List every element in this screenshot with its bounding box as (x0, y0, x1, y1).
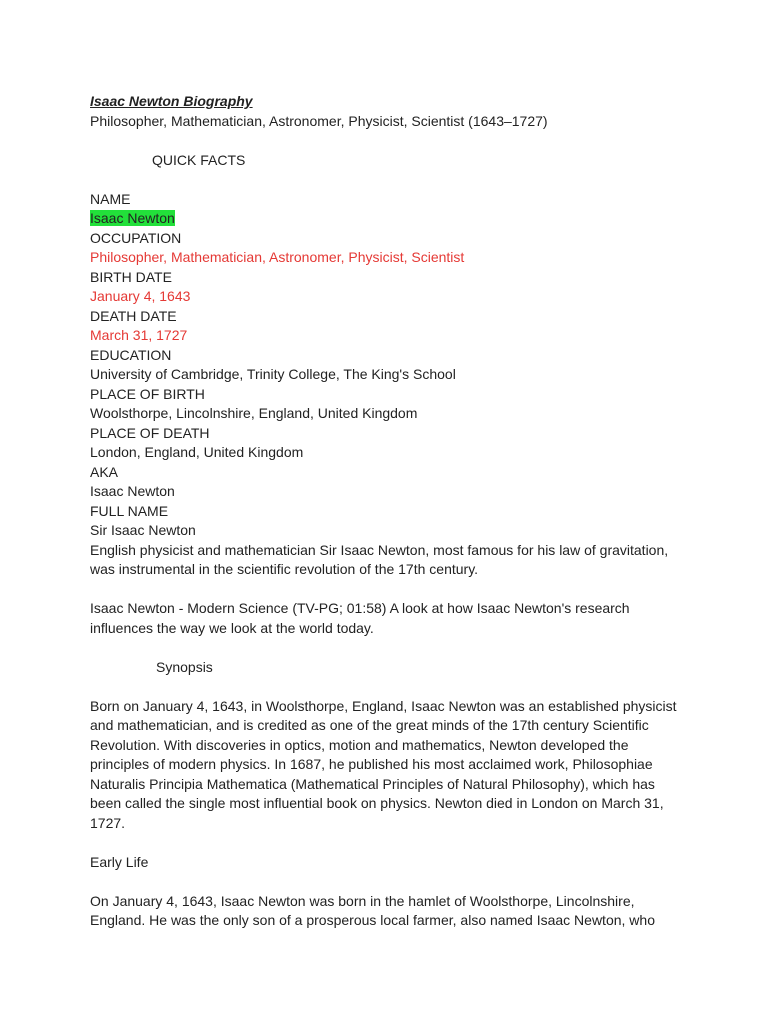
fact-label-birth-date: BIRTH DATE (90, 268, 172, 285)
video-caption-line: influences the way we look at the world today. (90, 619, 374, 636)
fact-value-birth-date: January 4, 1643 (90, 288, 191, 304)
synopsis-line: been called the single most influential book on physics. Newton died in London on March 31, (90, 795, 664, 811)
document-subtitle: Philosopher, Mathematician, Astronomer, Physicist, Scientist (1643–1727) (90, 112, 548, 129)
synopsis-line: Born on January 4, 1643, in Woolsthorpe, England, Isaac Newton was an established physicist (90, 697, 677, 714)
synopsis-line: Revolution. With discoveries in optics, motion and mathematics, Newton developed the (90, 736, 629, 753)
spacer (90, 580, 690, 600)
fact-label-place-of-birth: PLACE OF BIRTH (90, 385, 205, 402)
synopsis-heading: Synopsis (156, 658, 213, 675)
document-title: Isaac Newton Biography (90, 93, 253, 109)
synopsis-line: 1727. (90, 814, 126, 831)
early-life-line: On January 4, 1643, Isaac Newton was born in the hamlet of Woolsthorpe, Lincolnshire, (90, 892, 635, 909)
fact-value-aka: Isaac Newton (90, 483, 175, 499)
fact-label-aka: AKA (90, 463, 119, 480)
spacer (90, 638, 690, 658)
synopsis-line: principles of modern physics. In 1687, he published his most acclaimed work, Philosophiae (90, 756, 653, 772)
intro-line: was instrumental in the scientific revolution of the 17th century. (90, 561, 479, 577)
fact-label-name: NAME (90, 190, 131, 207)
early-life-heading: Early Life (90, 853, 149, 870)
fact-value-name: Isaac Newton (90, 210, 175, 226)
fact-label-death-date: DEATH DATE (90, 307, 177, 324)
fact-value-full-name: Sir Isaac Newton (90, 522, 196, 538)
fact-label-education: EDUCATION (90, 346, 172, 363)
spacer (90, 677, 690, 697)
fact-label-occupation: OCCUPATION (90, 229, 182, 246)
quick-facts-heading: QUICK FACTS (152, 151, 246, 168)
spacer (90, 833, 690, 853)
fact-label-place-of-death: PLACE OF DEATH (90, 424, 210, 441)
intro-line: English physicist and mathematician Sir Isaac Newton, most famous for his law of gravitation, (90, 541, 669, 558)
synopsis-line: and mathematician, and is credited as one of the great minds of the 17th century Scientific (90, 717, 649, 733)
early-life-line: England. He was the only son of a prosperous local farmer, also named Isaac Newton, who (90, 912, 655, 928)
fact-value-place-of-death: London, England, United Kingdom (90, 444, 304, 460)
spacer (90, 131, 690, 151)
spacer (90, 170, 690, 190)
synopsis-line: Naturalis Principia Mathematica (Mathematical Principles of Natural Philosophy), which has (90, 775, 655, 792)
fact-value-death-date: March 31, 1727 (90, 327, 188, 343)
fact-value-education: University of Cambridge, Trinity College, The King's School (90, 366, 456, 382)
video-caption-line: Isaac Newton - Modern Science (TV-PG; 01:58) A look at how Isaac Newton's research (90, 600, 630, 616)
fact-value-place-of-birth: Woolsthorpe, Lincolnshire, England, United Kingdom (90, 405, 418, 421)
document-page (90, 92, 690, 931)
spacer (90, 872, 690, 892)
fact-label-full-name: FULL NAME (90, 502, 169, 519)
fact-value-occupation: Philosopher, Mathematician, Astronomer, Physicist, Scientist (90, 249, 465, 265)
